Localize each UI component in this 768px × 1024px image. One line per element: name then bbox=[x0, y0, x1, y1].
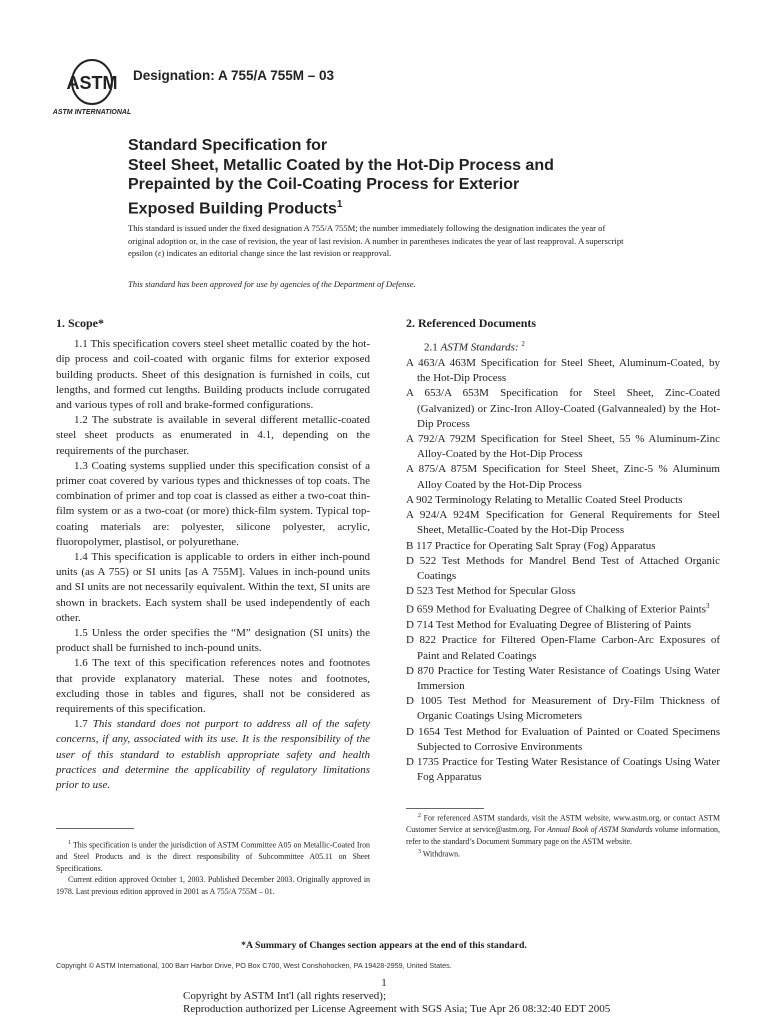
issuance-note: This standard is issued under the fixed designation A 755/A 755M; the number immediately following the designation indicates the year of original adoption or, in the case of revision, the year of last revision. A number in parentheses indicates the year of last reapproval. A superscript epsilon (ε) indicates an editorial change since the last revision or reapproval. bbox=[128, 223, 624, 259]
svg-text:ASTM: ASTM bbox=[66, 73, 118, 93]
scope-1-3: 1.3 Coating systems supplied under this specification consist of a primer coat covered by various types and thicknesses of top coats. The combination of primer and top coat is classed as either a two-coat thin-film system or as a two-coat (or more) thick-film system. Typical top-coating materials are: polyester, silicone polyester, acrylic, fluoropolymer, plastisol, or polyurethane. bbox=[56, 459, 370, 548]
document-title: Standard Specification for Steel Sheet, Metallic Coated by the Hot-Dip Process and Prepainted by the Coil-Coating Process for Exterior Exposed Building Products$^1$ bbox=[128, 137, 554, 217]
scope-1-2: 1.2 The substrate is available in several different metallic-coated steel sheet products as enumerated in 4.1, depending on the requirements of the purchaser. bbox=[56, 414, 370, 457]
reference-item: D 522 Test Methods for Mandrel Bend Test of Attached Organic Coatings bbox=[406, 554, 720, 582]
reference-item: D 714 Test Method for Evaluating Degree of Blistering of Paints bbox=[406, 619, 691, 632]
reference-list bbox=[406, 356, 720, 785]
reference-item: D 870 Practice for Testing Water Resistance of Coatings Using Water Immersion bbox=[406, 664, 720, 692]
footnotes-left: $^1$ This specification is under the jurisdiction of ASTM Committee A05 on Metallic-Coated Iron and Steel Products and is the direct responsibility of Subcommittee A05.11 on Sheet Specifications. Current edition approved October 1, 2003. Published December 2003. Originally approved in 1978. Last previous edition approved in 2001 as A 755/A 755M – 01. bbox=[56, 840, 370, 896]
reference-item: D 1005 Test Method for Measurement of Dry-Film Thickness of Organic Coatings Using Micrometers bbox=[406, 695, 720, 723]
page-number: 1 bbox=[381, 977, 387, 989]
reference-item: D 1735 Practice for Testing Water Resistance of Coatings Using Water Fog Apparatus bbox=[406, 756, 720, 784]
scope-section bbox=[56, 316, 370, 793]
astm-standards-label: 2.1 ASTM Standards: $^2$ bbox=[424, 340, 525, 354]
reference-item: A 463/A 463M Specification for Steel Sheet, Aluminum-Coated, by the Hot-Dip Process bbox=[406, 357, 720, 385]
reference-item: D 1654 Test Method for Evaluation of Painted or Coated Specimens Subjected to Corrosive Environments bbox=[406, 725, 720, 753]
summary-of-changes-note: *A Summary of Changes section appears at the end of this standard. bbox=[241, 940, 527, 951]
scope-heading: 1. Scope* bbox=[56, 316, 104, 330]
astm-logo bbox=[52, 58, 132, 118]
copyright-line: Copyright © ASTM International, 100 Barr Harbor Drive, PO Box C700, West Conshohocken, PA 19428-2959, United States. bbox=[56, 961, 452, 970]
footnote-rule-left bbox=[56, 828, 134, 829]
scope-1-6: 1.6 The text of this specification references notes and footnotes that provide explanatory material. These notes and footnotes, excluding those in tables and figures, shall not be considered as requirements of this specification. bbox=[56, 657, 370, 716]
svg-text:ASTM INTERNATIONAL: ASTM INTERNATIONAL bbox=[52, 109, 132, 116]
reference-item: D 523 Test Method for Specular Gloss bbox=[406, 585, 576, 598]
dod-approval-note: This standard has been approved for use by agencies of the Department of Defense. bbox=[128, 279, 416, 289]
reference-item: A 875/A 875M Specification for Steel Sheet, Zinc-5 % Aluminum Alloy Coated by the Hot-Dip Process bbox=[406, 463, 720, 491]
reference-item: A 924/A 924M Specification for General Requirements for Steel Sheet, Metallic-Coated by the Hot-Dip Process bbox=[406, 509, 720, 537]
license-footer: Copyright by ASTM Int'l (all rights reserved); Reproduction authorized per License Agreement with SGS Asia; Tue Apr 26 08:32:40 EDT 2005 bbox=[183, 990, 611, 1015]
reference-item: D 659 Method for Evaluating Degree of Chalking of Exterior Paints$^3$ bbox=[406, 602, 710, 616]
footnote-rule-right bbox=[406, 808, 484, 809]
designation: Designation: A 755/A 755M – 03 bbox=[133, 68, 335, 83]
references-heading: 2. Referenced Documents bbox=[406, 316, 537, 330]
reference-item: A 902 Terminology Relating to Metallic Coated Steel Products bbox=[406, 493, 683, 506]
scope-1-1: 1.1 This specification covers steel sheet metallic coated by the hot-dip process and coil-coated with organic films for exterior exposed building products. Sheet of this designation is furnished in coils, cut lengths, and formed cut lengths. Building products include corrugated and various types of roll and brake-formed configurations. bbox=[56, 338, 370, 412]
reference-item: D 822 Practice for Filtered Open-Flame Carbon-Arc Exposures of Paint and Related Coatings bbox=[406, 634, 720, 662]
footnotes-right: $^2$ For referenced ASTM standards, visit the ASTM website, www.astm.org, or contact ASTM Customer Service at service@astm.org. For Annual Book of ASTM Standards volume information, refer to the standard’s Document Summary page on the ASTM website. $^3$ Withdrawn. bbox=[406, 813, 720, 860]
reference-item: A 792/A 792M Specification for Steel Sheet, 55 % Aluminum-Zinc Alloy-Coated by the Hot-Dip Process bbox=[406, 433, 720, 461]
scope-1-4: 1.4 This specification is applicable to orders in either inch-pound units (as A 755) or SI units [as A 755M]. Values in inch-pound units and SI units are not necessarily equivalent. Within the text, SI units are shown in brackets. Each system shall be used independently of each other. bbox=[56, 551, 370, 624]
scope-1-7: 1.7 This standard does not purport to address all of the safety concerns, if any, associated with its use. It is the responsibility of the user of this standard to establish appropriate safety and health practices and determine the applicability of regulatory limitations prior to use. bbox=[56, 718, 371, 792]
reference-item: B 117 Practice for Operating Salt Spray (Fog) Apparatus bbox=[406, 539, 656, 552]
referenced-documents-section bbox=[406, 316, 720, 785]
scope-1-5: 1.5 Unless the order specifies the “M” designation (SI units) the product shall be furnished to inch-pound units. bbox=[56, 627, 370, 655]
astm-logo-icon bbox=[52, 58, 132, 118]
reference-item: A 653/A 653M Specification for Steel Sheet, Zinc-Coated (Galvanized) or Zinc-Iron Alloy-Coated (Galvannealed) by the Hot-Dip Process bbox=[406, 387, 720, 430]
